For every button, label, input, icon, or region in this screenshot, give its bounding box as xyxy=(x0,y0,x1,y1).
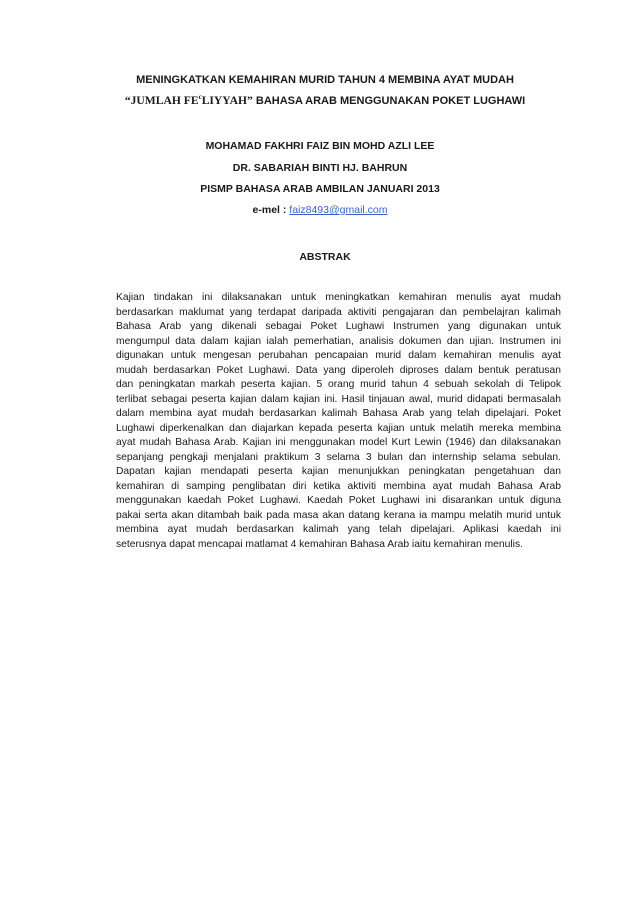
title-line-1: MENINGKATKAN KEMAHIRAN MURID TAHUN 4 MEMBINA AYAT MUDAH xyxy=(136,74,514,86)
abstract-line: membina ayat mudah berdasarkan kalimah yang telah dipelajari. Aplikasi kaedah ini xyxy=(116,524,561,536)
title-arabic-term-superscript: c xyxy=(198,93,202,101)
supervisor-name: DR. SABARIAH BINTI HJ. BAHRUN xyxy=(232,162,408,174)
email-label: e-mel : xyxy=(252,204,287,216)
abstract-line: sepanjang pengkaji menjalani praktikum 3 selama 3 bulan dan internship selama sebulan. xyxy=(116,451,561,463)
title-line-2-rest: BAHASA ARAB MENGGUNAKAN POKET LUGHAWI xyxy=(255,95,526,107)
title-arabic-term-part-a: “JUMLAH FE xyxy=(124,94,199,107)
email-link[interactable]: faiz8493@gmail.com xyxy=(289,204,388,216)
abstract-line: ayat mudah Bahasa Arab. Kajian ini menggunakan model Kurt Lewin (1946) dan dilaksanakan xyxy=(116,437,561,449)
abstract-line: seterusnya dapat mencapai matlamat 4 kemahiran Bahasa Arab iaitu kemahiran menulis. xyxy=(116,538,523,550)
abstract-line: mengumpul data dalam kajian ialah pemerhatian, analisis dokumen dan ujian. Instrumen ini xyxy=(116,335,561,347)
email-line xyxy=(100,202,540,218)
abstract-line: dan peningkatan markah peserta kajian. 5 orang murid tahun 4 sebuah sekolah di Telipok xyxy=(116,379,561,391)
abstract-line: Lughawi diperkenalkan dan diajarkan kepada peserta kajian untuk melatih mereka membina xyxy=(116,422,561,434)
abstract-line: pakai serta akan ditambah baik pada masa akan datang kerana ia mampu melatih murid untuk xyxy=(116,509,561,521)
abstract-line: Kajian tindakan ini dilaksanakan untuk meningkatkan kemahiran menulis ayat mudah xyxy=(116,292,561,303)
abstract-line: Bahasa Arab yang dikenali sebagai Poket Lughawi Instrumen yang digunakan untuk xyxy=(116,321,561,333)
abstract-line: dalam membina ayat mudah berdasarkan kalimah Bahasa Arab yang telah dipelajari. Poket xyxy=(116,408,561,420)
abstract-line: menggunakan kaedah Poket Lughawi. Kaedah Poket Lughawi ini disarankan untuk diguna xyxy=(116,495,561,507)
abstract-line: berdasarkan maklumat yang terdapat daripada aktiviti pengajaran dan pembelajran kalimah xyxy=(116,306,561,318)
abstract-line: mudah berdasarkan Poket Lughawi. Data yang diperoleh diproses dalam bentuk peratusan xyxy=(116,364,561,376)
title-arabic-term-part-b: LIYYAH” xyxy=(201,94,253,107)
abstract-heading: ABSTRAK xyxy=(299,251,351,263)
program-info: PISMP BAHASA ARAB AMBILAN JANUARI 2013 xyxy=(200,183,440,195)
abstract-line: digunakan untuk mengesan perubahan pencapaian murid dalam kemahiran menulis ayat xyxy=(116,350,561,362)
abstract-line: terlibat sebagai peserta kajian dalam kajian ini. Hasil tinjauan awal, murid didapati bermasalah xyxy=(116,393,561,405)
abstract-line: Dapatan kajian mendapati peserta kajian menunjukkan peningkatan pengetahuan dan xyxy=(116,466,561,478)
author-name: MOHAMAD FAKHRI FAIZ BIN MOHD AZLI LEE xyxy=(205,140,435,152)
abstract-line: kemahiran di samping penglibatan diri ketika aktiviti membina ayat mudah Bahasa Arab xyxy=(116,480,561,492)
title-arabic-term xyxy=(125,94,253,107)
abstract-body xyxy=(116,291,561,552)
title-line-2 xyxy=(100,93,550,109)
